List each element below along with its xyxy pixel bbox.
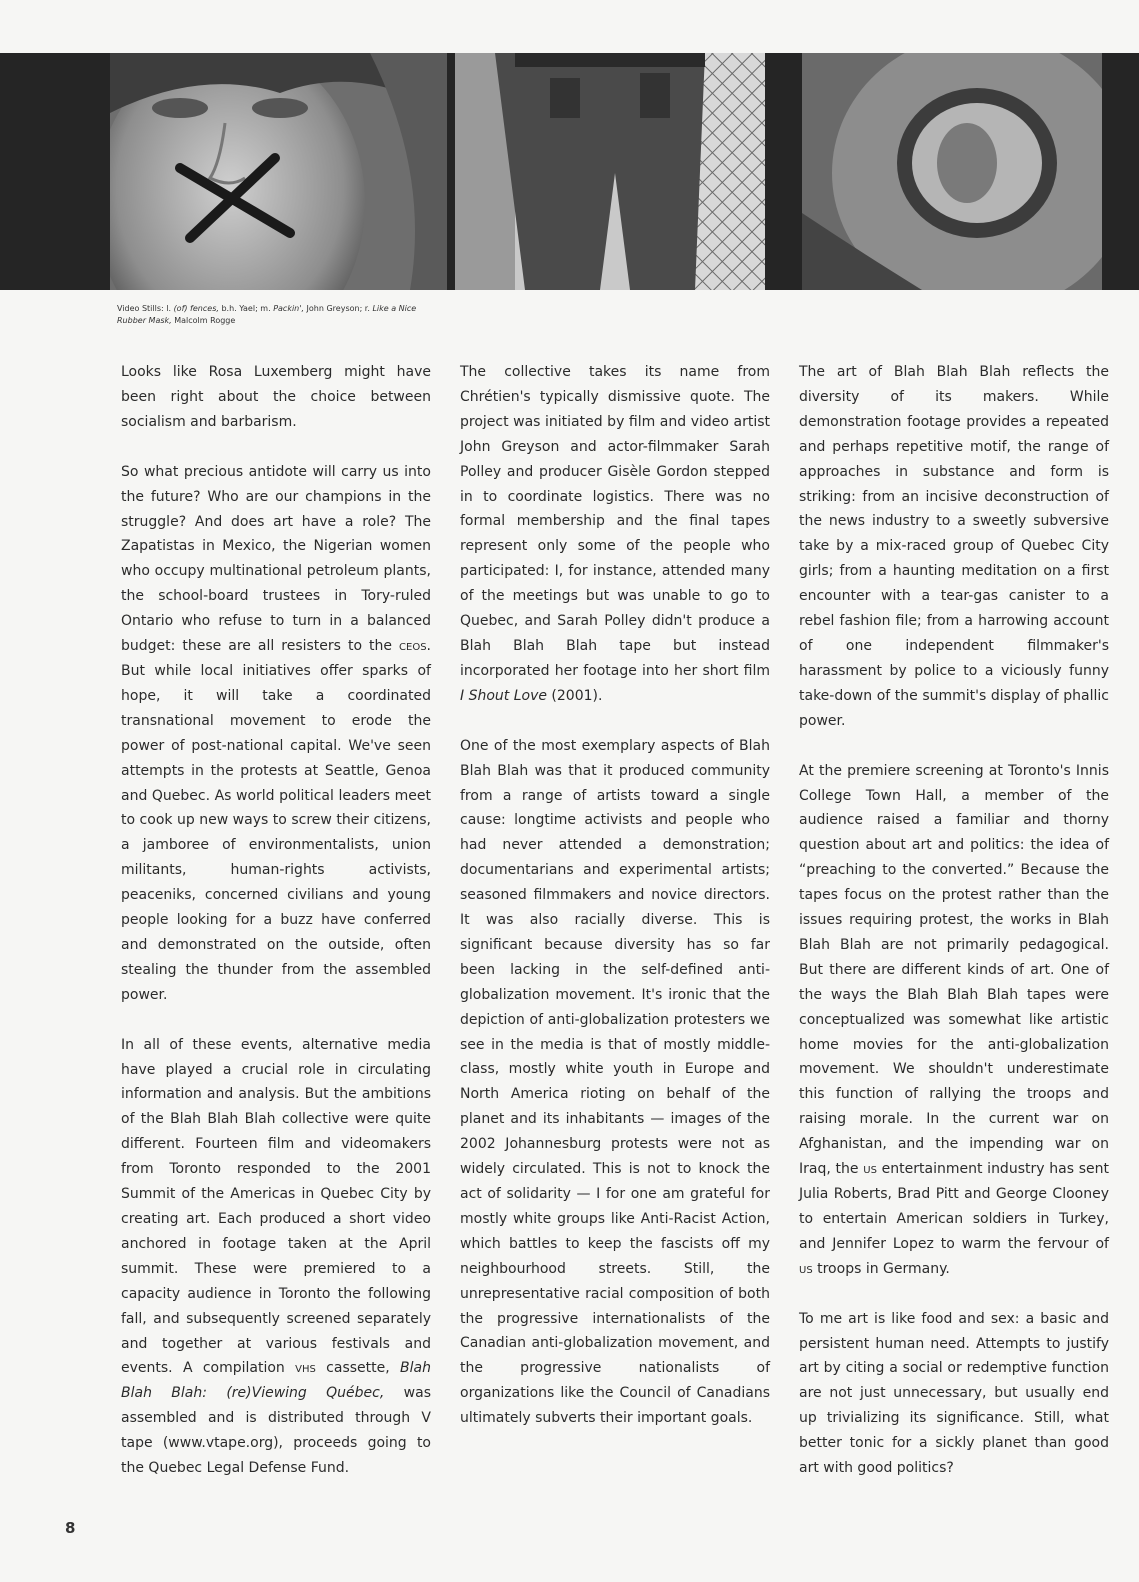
image-caption [117, 303, 437, 327]
caption-artist-rogge: Malcolm Rogge [174, 316, 236, 325]
text-column-3 [799, 360, 1109, 1506]
paragraph: To me art is like food and sex: a basic and persistent human need. Attempts to justify art by citing a social or redemptive function are not just unnecessary, but usually end up trivializing its significance. Still, what better tonic for a sickly planet than good art with good politics? [799, 1310, 1109, 1477]
video-still-rubber-mask [802, 53, 1102, 290]
caption-prefix: Video Stills: l. [117, 304, 172, 313]
caption-artist-greyson: John Greyson; r. [306, 304, 370, 313]
caption-artist-yael: b.h. Yael; m. [221, 304, 271, 313]
paragraph: In all of these events, alternative media have played a crucial role in circulating information and analysis. But the ambitions of the Blah Blah Blah collective were quite different. Fourteen film and videomakers from Toronto responded to the 2001 Summit of the Americas in Quebec City by creating art. Each produced a short video anchored in footage taken at the April summit. These were premiered to a capacity audience in Toronto the following fall, and subsequently screened separately and together at various festivals and events. A compilation vhs cassette, Blah Blah Blah: (re)Viewing Québec, was assembled and is distributed through V tape (www.vtape.org), proceeds going to the Quebec Legal Defense Fund. [121, 1036, 431, 1477]
caption-title-fences: (of) fences, [173, 304, 219, 313]
video-still-fences [110, 53, 447, 290]
paragraph: Looks like Rosa Luxemberg might have been right about the choice between socialism and barbarism. [121, 364, 431, 430]
paragraph: The art of Blah Blah Blah reflects the diversity of its makers. While demonstration footage provides a repeated and perhaps repetitive motif, the range of approaches in substance and form is striking: from an incisive deconstruction of the news industry to a sweetly subversive take by a mix-raced group of Quebec City girls; from a haunting meditation on a first encounter with a tear-gas canister to a rebel fashion file; from a harrowing account of one independent filmmaker's harassment by police to a viciously funny take-down of the summit's display of phallic power. [799, 364, 1109, 729]
paragraph: The collective takes its name from Chrétien's typically dismissive quote. The project was initiated by film and video artist John Greyson and actor-filmmaker Sarah Polley and producer Gisèle Gordon stepped in to coordinate logistics. There was no formal membership and the final tapes represent only some of the people who participated: I, for instance, attended many of the meetings but was unable to go to Quebec, and Sarah Polley didn't produce a Blah Blah Blah tape but instead incorporated her footage into her short film I Shout Love (2001). [460, 364, 770, 704]
video-still-packin [455, 53, 765, 290]
text-column-1 [121, 360, 431, 1506]
text-column-2 [460, 360, 770, 1456]
video-stills-band [0, 53, 1139, 290]
page-number: 8 [65, 1519, 76, 1537]
paragraph: One of the most exemplary aspects of Blah Blah Blah was that it produced community from a range of artists toward a single cause: longtime activists and people who had never attended a demonstration; documentarians and experimental artists; seasoned filmmakers and novice directors. It was also racially diverse. This is significant because diversity has so far been lacking in the self-defined anti-globalization movement. It's ironic that the depiction of anti-globalization protesters we see in the media is that of mostly middle-class, mostly white youth in Europe and North America rioting on behalf of the planet and its inhabitants — images of the 2002 Johannesburg protests were not as widely circulated. This is not to knock the act of solidarity — I for one am grateful for mostly white groups like Anti-Racist Action, which battles to keep the fascists off my neighbourhood streets. Still, the unrepresentative racial composition of both the progressive internationalists of the Canadian anti-globalization movement, and the progressive nationalists of organizations like the Council of Canadians ultimately subverts their important goals. [460, 737, 770, 1427]
caption-title-packin: Packin', [273, 304, 304, 313]
paragraph: At the premiere screening at Toronto's Innis College Town Hall, a member of the audience raised a familiar and thorny question about art and politics: the idea of “preaching to the converted.” Because the tapes focus on the protest rather than the issues requiring protest, the works in Blah Blah Blah are not primarily pedagogical. But there are different kinds of art. One of the ways the Blah Blah Blah tapes were conceptualized was somewhat like artistic home movies for the anti-globalization movement. We shouldn't underestimate this function of rallying the troops and raising morale. In the current war on Afghanistan, and the impending war on Iraq, the us entertainment industry has sent Julia Roberts, Brad Pitt and George Clooney to entertain American soldiers in Turkey, and Jennifer Lopez to warm the fervour of us troops in Germany. [799, 762, 1109, 1277]
paragraph: So what precious antidote will carry us into the future? Who are our champions in the struggle? And does art have a role? The Zapatistas in Mexico, the Nigerian women who occupy multinational petroleum plants, the school-board trustees in Tory-ruled Ontario who refuse to turn in a balanced budget: these are all resisters to the ceos. But while local initiatives offer sparks of hope, it will take a coordinated transnational movement to erode the power of post-national capital. We've seen attempts in the protests at Seattle, Genoa and Quebec. As world political leaders meet to cook up new ways to screw their citizens, a jamboree of environmentalists, union militants, human-rights activists, peaceniks, concerned civilians and young people looking for a buzz have conferred and demonstrated on the outside, often stealing the thunder from the assembled power. [121, 463, 431, 1003]
caption-title-rubber-mask: Like a Nice Rubber Mask, [117, 304, 417, 325]
